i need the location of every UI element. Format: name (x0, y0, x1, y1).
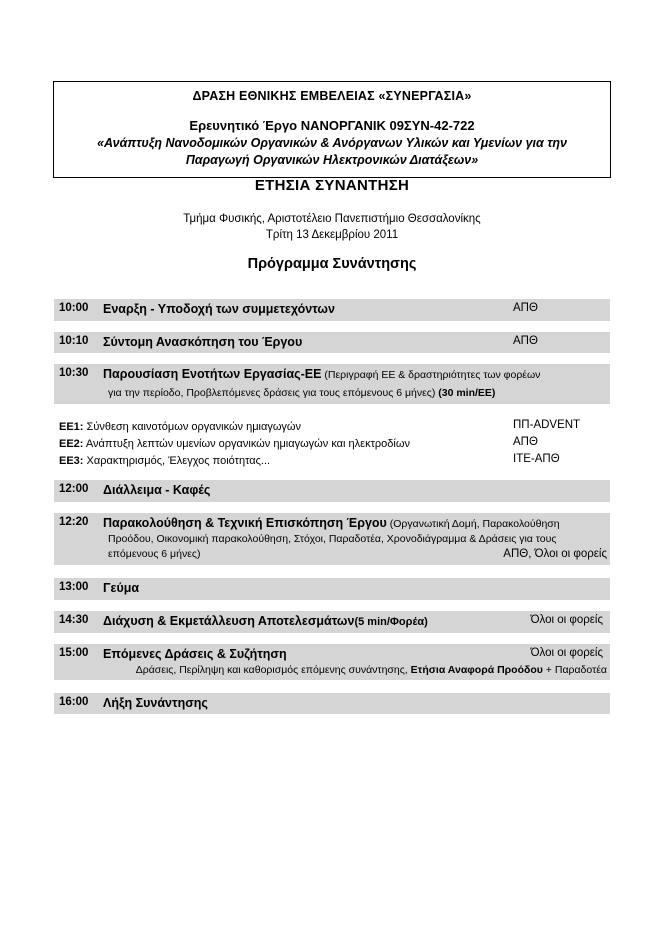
agenda-detail-end-line (59, 547, 607, 562)
row-gap (54, 565, 610, 578)
list-item (59, 435, 607, 452)
agenda-subline-a: Δράσεις, Περίληψη και καθορισμός επόμενης συνάντησης, (135, 663, 411, 676)
agenda-time: 10:10 (59, 334, 89, 347)
agenda-row-line (59, 515, 607, 533)
agenda-detail-rest: για την περίοδο, Προβλεπόμενες δράσεις για τους επόμενους 6 μήνες) (108, 386, 439, 399)
agenda-label: Παρουσίαση Ενοτήτων Εργασίας-ΕΕ (103, 367, 322, 381)
row-gap (54, 633, 610, 644)
workpackage-owner: ΙΤΕ-ΑΠΘ (513, 453, 560, 465)
venue-place: Τμήμα Φυσικής, Αριστοτέλειο Πανεπιστήμιο Θεσσαλονίκης (183, 213, 481, 225)
project-title-line-1: «Ανάπτυξη Νανοδομικών Οργανικών & Ανόργανων Υλικών και Υμενίων για την (97, 136, 567, 150)
agenda-detail-duration: (30 min/EE) (438, 386, 496, 399)
workpackage-title: Χαρακτηρισμός, Έλεγχος ποιότητας... (83, 455, 271, 467)
agenda-owner: ΑΠΘ, Όλοι οι φορείς (503, 548, 607, 560)
agenda-time: 15:00 (59, 647, 89, 659)
agenda-row-line (59, 334, 607, 351)
agenda-label: Παρακολούθηση & Τεχνική Επισκόπηση Έργου (103, 515, 387, 530)
agenda-row-1430 (54, 611, 610, 634)
agenda-row-1200 (54, 480, 610, 502)
row-gap (54, 321, 610, 332)
workpackage-list (54, 417, 610, 471)
agenda-detail-mid-text: Προόδου, Οικονομική παρακολούθηση, Στόχοι, Παραδοτέα, Χρονοδιάγραμμα & Δράσεις για τους (108, 533, 557, 545)
row-gap (54, 471, 610, 480)
agenda-label: Επόμενες Δράσεις & Συζήτηση (103, 647, 287, 661)
row-gap (54, 404, 610, 417)
header-spacer (64, 104, 600, 117)
agenda-row-1600 (54, 693, 610, 715)
agenda-label: Λήξη Συνάντησης (103, 695, 208, 710)
agenda-time: 13:00 (59, 581, 89, 593)
agenda-label: Διάχυση & Εκμετάλλευση Αποτελεσμάτων (103, 613, 355, 628)
agenda-detail-open: (Οργανωτική Δομή, Παρακολούθηση (386, 517, 560, 530)
agenda-label: Σύντομη Ανασκόπηση του Έργου (103, 334, 303, 349)
project-code-line: Ερευνητικό Έργο ΝΑΝΟΡΓΑΝΙΚ 09ΣΥΝ-42-722 (189, 118, 475, 133)
header-box (53, 81, 611, 178)
workpackage-owner: ΠΠ-ADVENT (513, 419, 581, 431)
agenda-list (54, 299, 610, 714)
agenda-time: 12:00 (59, 483, 89, 495)
workpackage-title: Ανάπτυξη λεπτών υμενίων οργανικών ημιαγωγών και ηλεκτροδίων (83, 438, 410, 450)
programme-action-title: ΔΡΑΣΗ ΕΘΝΙΚΗΣ ΕΜΒΕΛΕΙΑΣ «ΣΥΝΕΡΓΑΣΙΑ» (192, 89, 472, 103)
agenda-row-1220 (54, 513, 610, 566)
agenda-detail-open: (Περιγραφή ΕΕ & δραστηριότητες των φορέων (321, 369, 541, 381)
agenda-time: 10:00 (59, 302, 89, 314)
row-gap (54, 680, 610, 693)
list-item (59, 418, 607, 435)
agenda-time: 12:20 (59, 515, 89, 528)
agenda-owner: Όλοι οι φορείς (530, 613, 603, 626)
agenda-detail-rest-line (59, 384, 607, 402)
agenda-duration-note: (5 min/Φορέα) (354, 615, 428, 628)
workpackage-owner: ΑΠΘ (513, 436, 538, 448)
agenda-detail-end-text: επόμενους 6 μήνες) (108, 548, 201, 560)
agenda-label: Διάλλειμα - Καφές (103, 483, 211, 497)
agenda-detail-mid (59, 532, 607, 547)
workpackage-code: ΕΕ3: (59, 455, 84, 467)
workpackage-code: ΕΕ1: (59, 421, 84, 433)
agenda-row-1500 (54, 644, 610, 680)
agenda-time: 10:30 (59, 367, 89, 379)
agenda-label: Εναρξη - Υποδοχή των συμμετεχόντων (103, 302, 335, 316)
list-item (59, 452, 607, 469)
agenda-label: Γεύμα (103, 581, 140, 595)
workpackage-title: Σύνθεση καινοτόμων οργανικών ημιαγωγών (83, 421, 302, 433)
workpackage-code: ΕΕ2: (59, 438, 84, 450)
agenda-row-1300 (54, 578, 610, 600)
agenda-subline-b: Ετήσια Αναφορά Προόδου (410, 663, 543, 676)
agenda-owner: ΑΠΘ (513, 302, 538, 314)
agenda-row-line (59, 366, 607, 384)
agenda-time: 14:30 (59, 613, 89, 626)
agenda-subline-c: + Παραδοτέα (542, 663, 607, 676)
agenda-row-line (59, 482, 607, 499)
agenda-row-1030 (54, 364, 610, 404)
agenda-owner: ΑΠΘ (513, 334, 538, 347)
venue-block (0, 212, 664, 243)
agenda-row-1010 (54, 332, 610, 354)
agenda-row-line (59, 301, 607, 318)
agenda-subline (59, 663, 607, 677)
row-gap (54, 353, 610, 364)
row-gap (54, 600, 610, 611)
agenda-time: 16:00 (59, 695, 89, 708)
project-title-line-2: Παραγωγή Οργανικών Ηλεκτρονικών Διατάξεων» (185, 152, 479, 167)
agenda-row-line (59, 646, 607, 663)
row-gap (54, 502, 610, 513)
agenda-owner: Όλοι οι φορείς (530, 647, 603, 659)
agenda-row-line (59, 613, 607, 631)
program-heading: Πρόγραμμα Συνάντησης (247, 256, 417, 272)
page-title: ΕΤΗΣΙΑ ΣΥΝΑΝΤΗΣΗ (254, 177, 410, 194)
agenda-row-line (59, 695, 607, 712)
venue-date: Τρίτη 13 Δεκεμβρίου 2011 (265, 228, 399, 241)
agenda-row-1000 (54, 299, 610, 321)
agenda-row-line (59, 580, 607, 597)
